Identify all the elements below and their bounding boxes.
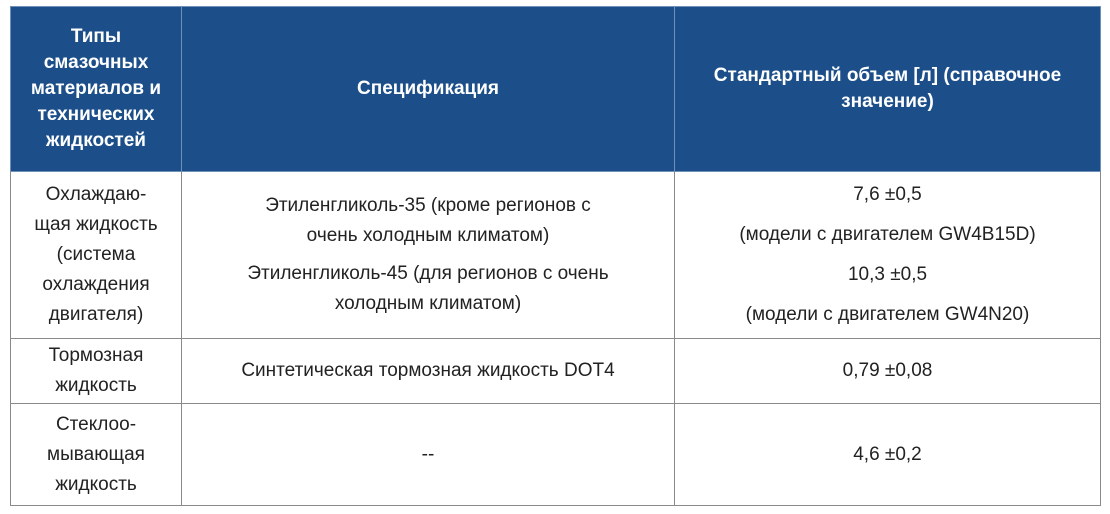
cell-type: [11, 404, 182, 506]
volume-text: 0,79 ±0,08: [842, 360, 933, 381]
spec-line: Этиленгликоль-35 (кроме регионов с: [265, 195, 591, 216]
header-volume-line: значение): [841, 91, 934, 112]
header-types-line: жидкостей: [46, 130, 146, 151]
type-line: щая жидкость: [34, 214, 158, 235]
table-row: [11, 404, 1101, 506]
type-line: Охлаждаю-: [45, 184, 147, 205]
type-line: Стеклоо-: [55, 413, 137, 435]
cell-spec: [182, 404, 675, 506]
header-spec: [182, 7, 675, 172]
spec-block: [188, 187, 668, 255]
volume-line: 10,3 ±0,5: [847, 264, 928, 285]
spec-text: Синтетическая тормозная жидкость DOT4: [241, 360, 615, 381]
volume-line: (модели с двигателем GW4B15D): [739, 224, 1036, 245]
type-line: жидкость: [55, 473, 137, 495]
fluids-table: [10, 6, 1101, 506]
header-types-line: смазочных: [43, 52, 149, 73]
type-line: (система: [56, 244, 136, 265]
header-row: [11, 7, 1101, 172]
spec-line: очень холодным климатом): [306, 225, 550, 246]
cell-volume: [675, 404, 1101, 506]
type-line: охлаждения: [42, 274, 150, 295]
volume-text: 4,6 ±0,2: [853, 443, 922, 465]
header-types-line: материалов и: [30, 78, 162, 99]
volume-line: 7,6 ±0,5: [853, 184, 922, 205]
header-volume-line: Стандартный объем [л] (справочное: [713, 65, 1062, 86]
header-spec-label: Спецификация: [357, 78, 499, 99]
cell-type: [11, 172, 182, 339]
cell-spec: [182, 339, 675, 404]
table-header: [11, 7, 1101, 172]
spec-line: Этиленгликоль-45 (для регионов с очень: [247, 263, 609, 284]
header-types-line: технических: [37, 104, 155, 125]
header-volume: [675, 7, 1101, 172]
cell-volume: [675, 172, 1101, 339]
type-line: двигателя): [48, 304, 144, 325]
spec-text: --: [421, 443, 435, 465]
table-row: [11, 339, 1101, 404]
cell-type: [11, 339, 182, 404]
table-row: [11, 172, 1101, 339]
spec-line: холодным климатом): [334, 293, 522, 314]
type-line: жидкость: [55, 375, 137, 396]
spec-block: [188, 255, 668, 323]
table-body: [11, 172, 1101, 506]
volume-line: (модели с двигателем GW4N20): [745, 304, 1030, 325]
type-line: Тормозная: [48, 345, 144, 366]
cell-spec: [182, 172, 675, 339]
cell-volume: [675, 339, 1101, 404]
header-types-line: Типы: [70, 26, 122, 47]
type-line: мывающая: [47, 443, 145, 465]
header-types: [11, 7, 182, 172]
